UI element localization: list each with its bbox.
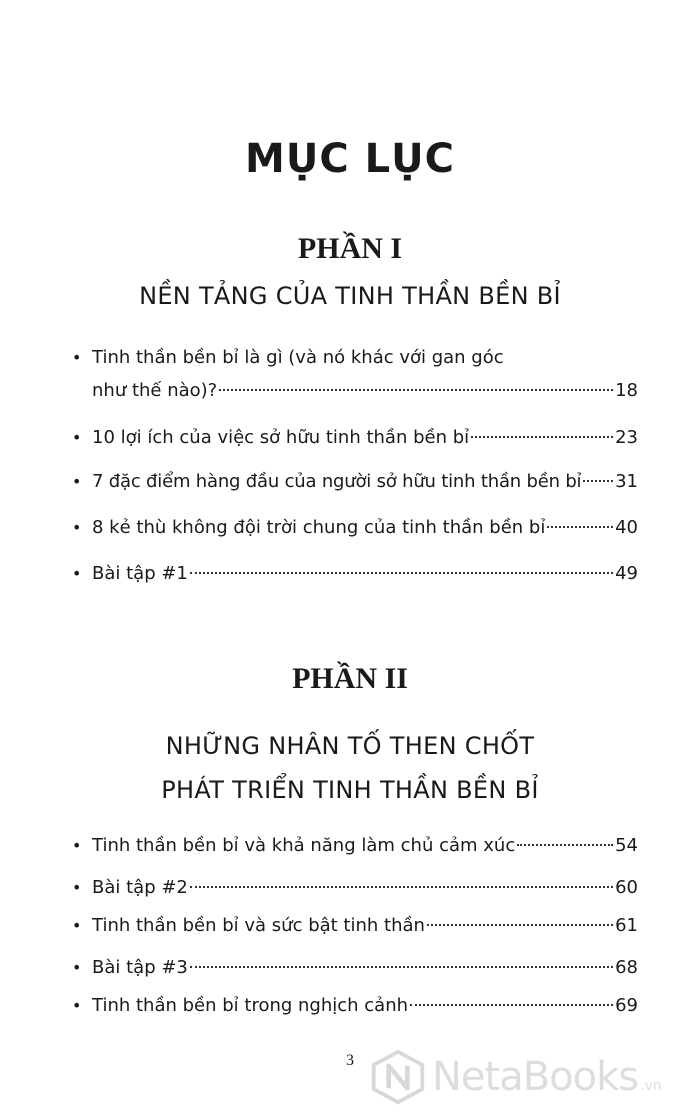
watermark (370, 1046, 690, 1108)
entry-page: 40 (615, 517, 638, 538)
part1-subtitle: NỀN TẢNG CỦA TINH THẦN BỀN BỈ (139, 282, 561, 310)
bullet: • (72, 564, 82, 583)
bullet: • (72, 958, 82, 977)
entry-text: Bài tập #1 (92, 563, 188, 584)
netabooks-logo-icon (370, 1049, 426, 1105)
entry-text: như thế nào)? (92, 380, 218, 401)
dot-leader (190, 886, 613, 888)
toc-entry (72, 832, 638, 860)
toc-entry (72, 560, 638, 588)
bullet: • (72, 836, 82, 855)
entry-text: Tinh thần bền bỉ trong nghịch cảnh (92, 995, 409, 1016)
entry-page: 69 (615, 995, 638, 1016)
entry-page: 49 (615, 563, 638, 584)
dot-leader (427, 924, 613, 926)
bullet: • (72, 348, 82, 367)
part2-label: PHẦN II (292, 662, 408, 695)
part1-label: PHẦN I (297, 232, 403, 265)
toc-entry (72, 514, 638, 542)
entry-text: Tinh thần bền bỉ và khả năng làm chủ cảm xúc (92, 835, 516, 856)
bullet: • (72, 428, 82, 447)
dot-leader (471, 436, 613, 438)
entry-page: 23 (615, 427, 638, 448)
part2-subtitle-line2: PHÁT TRIỂN TINH THẦN BỀN BỈ (161, 776, 539, 804)
dot-leader (410, 1004, 613, 1006)
toc-entry (72, 992, 638, 1020)
dot-leader (547, 526, 613, 528)
bullet: • (72, 916, 82, 935)
toc-entry (72, 912, 638, 940)
entry-text-line1: Tinh thần bền bỉ là gì (và nó khác với gan góc (92, 347, 504, 368)
entry-page: 68 (615, 957, 638, 978)
dot-leader (517, 844, 613, 846)
toc-entry (72, 344, 638, 405)
toc-entry (72, 424, 638, 452)
toc-entry (72, 874, 638, 902)
toc-title: MỤC LỤC (245, 136, 455, 182)
entry-page: 54 (615, 835, 638, 856)
dot-leader (190, 966, 613, 968)
bullet: • (72, 878, 82, 897)
toc-entry (72, 954, 638, 982)
entry-text: 7 đặc điểm hàng đầu của người sở hữu tinh thần bền bỉ (92, 471, 582, 492)
entry-page: 61 (615, 915, 638, 936)
entry-text: Bài tập #2 (92, 877, 188, 898)
entry-page: 18 (615, 380, 638, 401)
dot-leader (219, 389, 613, 391)
watermark-tld: .vn (640, 1078, 662, 1094)
page-number: 3 (346, 1052, 354, 1069)
entry-text: 10 lợi ích của việc sở hữu tinh thần bền bỉ (92, 427, 470, 448)
dot-leader (583, 480, 613, 482)
entry-text: Tinh thần bền bỉ và sức bật tinh thần (92, 915, 425, 936)
part2-subtitle-line1: NHỮNG NHÂN TỐ THEN CHỐT (165, 732, 535, 760)
entry-text: Bài tập #3 (92, 957, 188, 978)
bullet: • (72, 472, 82, 491)
bullet: • (72, 996, 82, 1015)
entry-page: 60 (615, 877, 638, 898)
entry-text: 8 kẻ thù không đội trời chung của tinh thần bền bỉ (92, 517, 546, 538)
entry-page: 31 (615, 471, 638, 492)
toc-entry (72, 468, 638, 496)
dot-leader (190, 572, 613, 574)
watermark-brand: NetaBooks (432, 1054, 639, 1100)
bullet: • (72, 518, 82, 537)
